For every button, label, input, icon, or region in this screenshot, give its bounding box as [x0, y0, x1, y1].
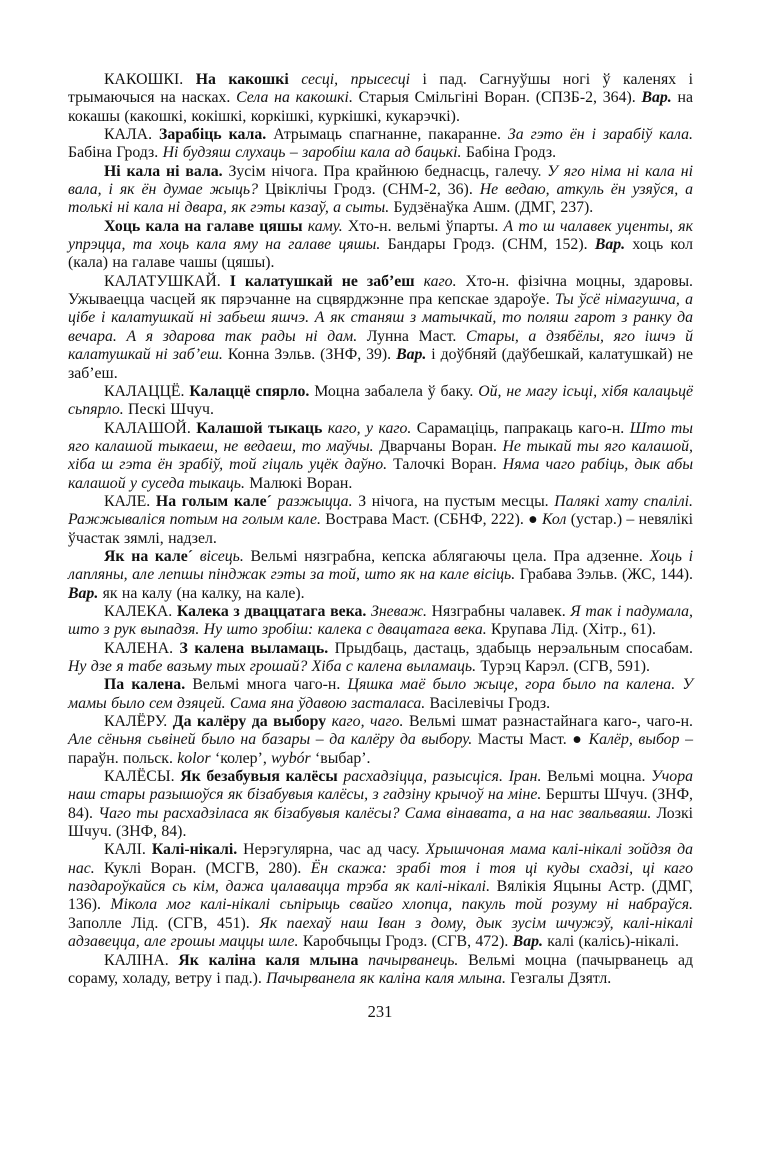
headword-phrase: Па калена. [104, 676, 193, 694]
example-text: Села на какошкі. [236, 89, 359, 107]
dictionary-entry [68, 493, 693, 548]
dictionary-entry [68, 768, 693, 841]
example-text: Цяшка маё было жыце, гора было па калена. У мамы было сем дзяцей. Сама яна ўдавою засталаса. [68, 676, 694, 712]
text-run: Нязграбны чалавек. [431, 602, 571, 620]
example-text: Хрышчоная мама калі-нікалі зойдзя да нас. [68, 841, 693, 877]
example-text: Ён скажа: зрабі тоя і тоя ці куды схадзі, ці каго паздароўкайся сь кім, дажа цалавацца трэба як калі-нікалі. [68, 859, 693, 896]
example-text: У яго німа ні кала ні вала, і як ён думае жыць? [68, 162, 694, 199]
text-run: КАЛЁРУ. [104, 713, 173, 731]
text-run: Хто-н. вельмі ўпарты. [347, 217, 504, 235]
text-run: і пад. Сагнуўшы ногі ў каленях і трымаючыся на насках. [68, 71, 694, 107]
example-text: пачырванець. [368, 951, 469, 969]
example-text: А то ш чалавек уценты, як упрэцца, та хоць кала яму на галаве цяшы. [68, 217, 693, 254]
variant-label: Вар. [396, 346, 432, 364]
text-run: Сарамаціць, папракаць каго-н. [416, 419, 630, 437]
text-run: Турэц Карэл. (СГВ, 591). [480, 658, 651, 675]
text-run: КАЛІНА. [104, 951, 179, 969]
headword-phrase: Як каліна каля млына [178, 951, 369, 969]
example-text: вісець. [199, 547, 251, 565]
example-text: Калёр, выбор [588, 731, 686, 749]
text-run: хоць кол (кала) на галаве чашы (цяшы). [68, 236, 693, 272]
headword-phrase: Зарабіць кала. [159, 126, 274, 144]
text-column [68, 71, 693, 988]
text-run: Крупава Лід. (Хітр., 61). [491, 621, 656, 639]
text-run: Старыя Смільгіні Воран. (СПЗБ-2, 364). [358, 89, 642, 107]
example-text: Я так і падумала, што з рук выпадзя. Ну што зробіш: калека с двацатага века. [68, 602, 693, 639]
example-text: Ні будзяш слухаць – заробіш кала ад бацькі. [162, 144, 466, 162]
headword-phrase: Да калёру да выбору [172, 713, 332, 731]
text-run: на кокашы (какошкі, кокішкі, коркішкі, куркішкі, кукарэчкі). [68, 89, 693, 125]
dictionary-entry [68, 383, 693, 420]
example-text: Пачырванела як каліна каля млына. [266, 969, 511, 987]
text-run: КАЛЕНА. [104, 639, 180, 657]
text-run: Вострава Маст. (СБНФ, 222). ● [325, 511, 543, 529]
variant-label: Вар. [594, 236, 633, 254]
text-run: З нічога, на пустым месцы. [358, 492, 555, 510]
text-run: Васілевічы Гродз. [429, 694, 551, 712]
example-text: каго. [423, 272, 466, 290]
text-run: ‘колер’, [214, 749, 272, 767]
example-text: разжыцца. [277, 492, 359, 510]
text-run: Вельмі нязграбна, кепска аблягаючы цела. Пра адзенне. [250, 547, 650, 565]
text-run: Бабіна Гродз. [68, 144, 163, 162]
text-run: Вельмі шмат разнастайнага каго-, чаго-н. [409, 713, 693, 731]
headword-phrase: На голым кале´ [155, 492, 278, 510]
example-text: каму. [307, 217, 348, 235]
text-run: Куклі Воран. (МСГВ, 280). [104, 859, 311, 877]
headword-phrase: Ні кала ні вала. [104, 162, 229, 180]
text-run: КАКОШКІ. [104, 71, 196, 88]
text-run: Будзёнаўка Ашм. (ДМГ, 237). [393, 199, 594, 217]
text-run: Дварчаны Воран. [379, 437, 503, 455]
text-run: Нерэгулярна, час ад часу. [243, 841, 426, 859]
example-text: Кол [542, 511, 571, 529]
dictionary-entry [68, 841, 693, 951]
text-run: Бабіна Гродз. [465, 144, 557, 162]
text-run: Зусім нічога. Пра крайнюю беднасць, галечу. [228, 162, 548, 180]
example-text: Зневаж. [371, 602, 432, 620]
text-run: Лозкі Шчуч. (ЗНФ, 84). [68, 804, 694, 841]
text-run: Атрымаць спагнанне, пакаранне. [273, 126, 508, 144]
example-text: Не ведаю, аткуль ён узяўся, а толькі ні кала ні двара, як гэты казаў, а сыты. [68, 181, 693, 217]
text-run: Масты Маст. ● [477, 731, 589, 749]
example-text: Палякі хату спалілі. Ражжываліся потым на голым кале. [68, 492, 693, 529]
text-run: Бершты Шчуч. (ЗНФ, 84). [68, 786, 693, 822]
dictionary-entry [68, 548, 693, 603]
example-text: Як паехаў наш Іван з дому, дык зусім шчужэў, калі-нікалі адзавецца, але грошы маццы шле. [68, 914, 693, 951]
text-run: КАЛЕ. [104, 492, 156, 510]
text-run: Лунна Маст. [366, 327, 466, 345]
variant-label: Вар. [641, 89, 678, 107]
text-run: Гезгалы Дзятл. [510, 969, 612, 987]
example-text: каго, у каго. [327, 419, 417, 437]
dictionary-entry [68, 163, 693, 218]
example-text: Стары, а дзябёлы, яго ішчэ й калатушкай ні заб’еш. [68, 327, 693, 364]
page-number: 231 [367, 1002, 393, 1021]
text-run: Талочкі Воран. [393, 456, 503, 474]
dictionary-entry [68, 713, 693, 768]
variant-label: Вар. [68, 584, 103, 602]
text-run: Хто-н. фізічна моцны, здаровы. Ужываецца часцей як пярэчанне на сцвярджэнне пра кепскае здароўе. [68, 272, 694, 309]
headword-phrase: Як безабувыя калёсы [180, 768, 344, 786]
dictionary-entry [68, 420, 693, 493]
example-text: Учора наш стары разышоўся як бізабувыя калёсы, з гадзіну крычоў на міне. [68, 768, 694, 804]
text-run: Вельмі моцна. [547, 768, 652, 786]
text-run: як на калу (на калку, на кале). [102, 584, 305, 602]
text-run: ‘выбар’. [314, 749, 371, 767]
text-run: – параўн. польск. [68, 731, 693, 767]
text-run: Моцна забалела ў баку. [314, 382, 479, 400]
text-run: Пескі Шчуч. [128, 401, 214, 419]
example-text: Няма чаго рабіць, дык абы калашой у суседа тыкаць. [68, 456, 694, 492]
text-run: КАЛА. [104, 126, 159, 144]
text-run: КАЛІ. [104, 841, 152, 859]
example-text: расхадзіцца, разысціся. Іран. [343, 768, 548, 786]
example-text: За гэто ён і зарабіў кала. [507, 126, 693, 144]
text-run: Заполле Лід. (СГВ, 451). [68, 914, 260, 932]
text-run: КАЛАЦЦЁ. [104, 382, 190, 400]
example-text: kolor [177, 749, 215, 767]
example-text: Мікола мог калі-нікалі сьпірыць свайго хлопца, пакуль той розуму ні набраўся. [110, 896, 693, 914]
headword-phrase: На какошкі [195, 71, 302, 88]
dictionary-entry [68, 676, 693, 713]
example-text: Ты ўсё німагушча, а цібе і калатушкай ні забьеш яшчэ. А як станяш з матычкай, то поляш гарот з ранку да вечара. А я здарова так рады ні дам. [68, 291, 693, 345]
example-text: Не тыкай ты яго калашой, хіба ш гэта ён зрабіў, той гіцаль уцёк даўно. [68, 437, 693, 474]
example-text: сесці, прысесці [301, 71, 423, 88]
example-text: Ой, не магу ісьці, хібя калацьцё сьпярло. [68, 382, 693, 419]
text-run: і доўбняй (даўбешкай, калатушкай) не заб’еш. [68, 346, 693, 382]
headword-phrase: Калашой тыкаць [196, 419, 328, 437]
dictionary-entry [68, 126, 693, 163]
text-run: Каробчыцы Гродз. (СГВ, 472). [302, 933, 513, 951]
headword-phrase: Хоць кала на галаве цяшы [104, 217, 308, 235]
dictionary-entry [68, 640, 693, 677]
dictionary-entry [68, 71, 693, 126]
text-run: Бандары Гродз. (СНМ, 152). [387, 236, 595, 254]
example-text: Ну дзе я табе вазьму тых грошай? Хіба с калена выламаць. [68, 658, 481, 675]
headword-phrase: Калі-нікалі. [151, 841, 244, 859]
text-run: КАЛАТУШКАЙ. [104, 272, 230, 290]
dictionary-entry [68, 218, 693, 273]
text-run: Вельмі моцна (пачырванець ад сораму, холаду, ветру і пад.). [68, 951, 693, 987]
text-run: калі (калісь)-нікалі. [547, 933, 680, 951]
text-run: КАЛЁСЫ. [104, 768, 181, 786]
dictionary-entry [68, 603, 693, 640]
text-run: Вялікія Яцыны Астр. (ДМГ, 136). [68, 878, 693, 914]
example-text: Чаго ты расхадзіласа як бізабувыя калёсы? Сама вінавата, а на нас звальваяш. [98, 804, 657, 822]
text-run: КАЛАШОЙ. [104, 419, 197, 437]
text-run: Прыдбаць, дастаць, здабыць нерэальным спосабам. [334, 639, 693, 657]
headword-phrase: Калаццё спярло. [189, 382, 315, 400]
text-run: Малюкі Воран. [249, 474, 353, 492]
example-text: Але сёньня сьвіней было на базары – да калёру да выбору. [68, 731, 478, 749]
text-run: Цвіклічы Гродз. (СНМ-2, 36). [264, 181, 480, 199]
headword-phrase: З калена выламаць. [179, 639, 335, 657]
variant-label: Вар. [512, 933, 548, 951]
text-run: КАЛЕКА. [104, 602, 177, 620]
headword-phrase: Як на кале´ [104, 547, 200, 565]
example-text: Хоць і лапляны, але лепшы пінджак гэты за той, што як на кале вісіць. [68, 547, 693, 584]
headword-phrase: І калатушкай не заб’еш [229, 272, 424, 290]
text-run: Грабава Зэльв. (ЖС, 144). [519, 566, 693, 584]
headword-phrase: Калека з дваццатага века. [176, 602, 371, 620]
text-run: (устар.) – невялікі ўчастак зямлі, надзел. [68, 511, 693, 547]
dictionary-entry [68, 273, 693, 383]
text-run: Конна Зэльв. (ЗНФ, 39). [227, 346, 397, 364]
text-run: Вельмі многа чаго-н. [192, 676, 348, 694]
dictionary-entry [68, 952, 693, 989]
example-text: каго, чаго. [331, 713, 409, 731]
example-text: Што ты яго калашой тыкаеш, не ведаеш, то маўчы. [68, 419, 693, 455]
example-text: wybór [271, 749, 315, 767]
